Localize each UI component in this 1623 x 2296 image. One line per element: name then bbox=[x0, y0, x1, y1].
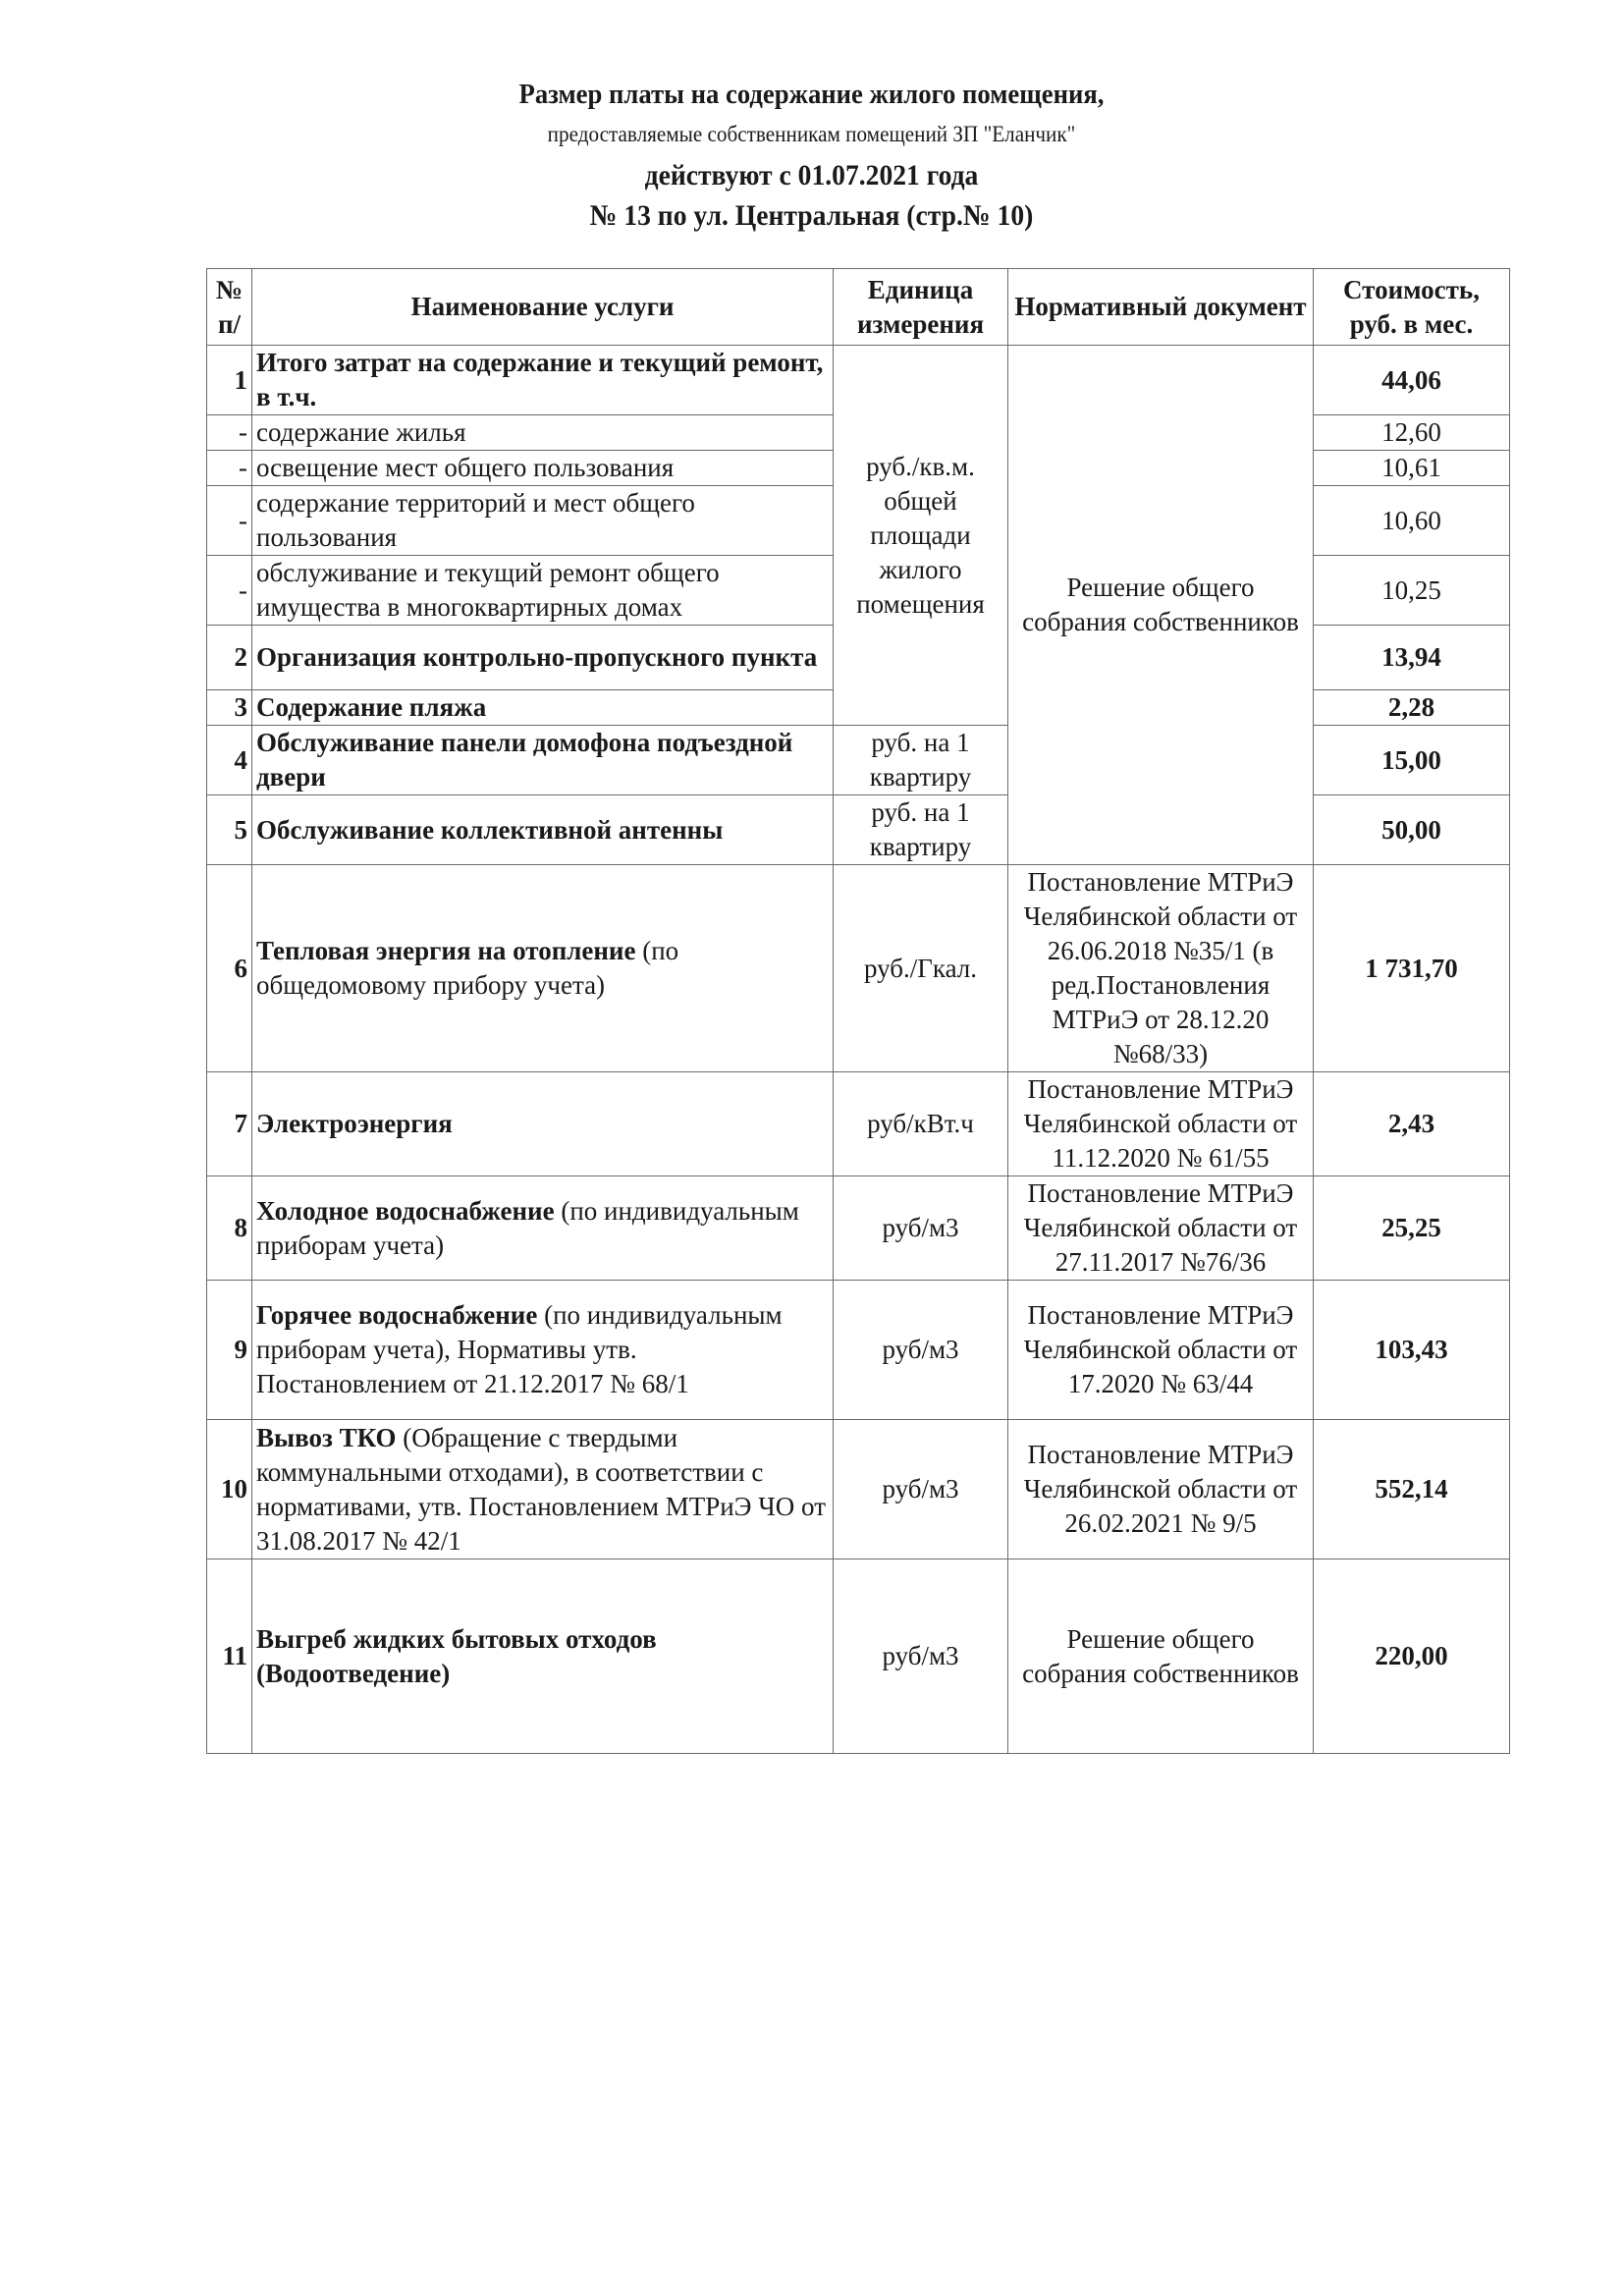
tariff-table bbox=[206, 268, 1510, 1754]
document-title: Размер платы на содержание жилого помещения, bbox=[518, 79, 1105, 110]
cost-cell: 15,00 bbox=[1314, 726, 1510, 795]
unit-cell: руб. на 1 квартиру bbox=[834, 726, 1008, 795]
service-name: Обслуживание панели домофона подъездной двери bbox=[252, 726, 834, 795]
cost-cell: 2,43 bbox=[1314, 1072, 1510, 1176]
unit-cell: руб/м3 bbox=[834, 1176, 1008, 1281]
table-row bbox=[207, 1176, 1510, 1281]
document-cell: Постановление МТРиЭ Челябинской области от 26.06.2018 №35/1 (в ред.Постановления МТРиЭ от 28.12.20 №68/33) bbox=[1008, 865, 1314, 1072]
service-name: Итого затрат на содержание и текущий ремонт, в т.ч. bbox=[252, 346, 834, 415]
building-address: № 13 по ул. Центральная (стр.№ 10) bbox=[589, 199, 1034, 232]
column-header-cost: Стоимость, руб. в мес. bbox=[1314, 269, 1510, 346]
service-name-bold: Вывоз ТКО bbox=[256, 1422, 397, 1452]
service-name: обслуживание и текущий ремонт общего имущества в многоквартирных домах bbox=[252, 556, 834, 626]
table-header-row bbox=[207, 269, 1510, 346]
document-cell: Решение общего собрания собственников bbox=[1008, 346, 1314, 865]
service-name-detail: (по индивидуальным приборам учета), Нормативы утв. Постановлением от 21.12.2017 № 68/1 bbox=[256, 1300, 783, 1398]
unit-cell: руб/м3 bbox=[834, 1559, 1008, 1754]
service-name bbox=[252, 1420, 834, 1559]
column-header-unit: Единица измерения bbox=[834, 269, 1008, 346]
unit-cell: руб/кВт.ч bbox=[834, 1072, 1008, 1176]
document-cell: Постановление МТРиЭ Челябинской области от 27.11.2017 №76/36 bbox=[1008, 1176, 1314, 1281]
row-number: 9 bbox=[207, 1281, 252, 1420]
document-cell: Постановление МТРиЭ Челябинской области от 11.12.2020 № 61/55 bbox=[1008, 1072, 1314, 1176]
document-subtitle: предоставляемые собственникам помещений ЗП "Еланчик" bbox=[547, 122, 1076, 146]
cost-cell: 220,00 bbox=[1314, 1559, 1510, 1754]
document-cell: Постановление МТРиЭ Челябинской области от 26.02.2021 № 9/5 bbox=[1008, 1420, 1314, 1559]
cost-cell: 12,60 bbox=[1314, 415, 1510, 451]
service-name-bold: Тепловая энергия на отопление bbox=[256, 936, 636, 965]
cost-cell: 10,61 bbox=[1314, 451, 1510, 486]
row-number: 4 bbox=[207, 726, 252, 795]
row-number: - bbox=[207, 556, 252, 626]
row-number: 10 bbox=[207, 1420, 252, 1559]
unit-cell: руб./кв.м. общей площади жилого помещения bbox=[834, 346, 1008, 726]
table-row bbox=[207, 795, 1510, 865]
table-row bbox=[207, 1420, 1510, 1559]
cost-cell: 50,00 bbox=[1314, 795, 1510, 865]
table-row bbox=[207, 1281, 1510, 1420]
table-row bbox=[207, 865, 1510, 1072]
service-name bbox=[252, 1559, 834, 1754]
service-name: содержание жилья bbox=[252, 415, 834, 451]
cost-cell: 552,14 bbox=[1314, 1420, 1510, 1559]
service-name-detail: (по общедомовому прибору учета) bbox=[256, 936, 679, 1000]
service-name-bold: Холодное водоснабжение bbox=[256, 1195, 555, 1226]
cost-cell: 2,28 bbox=[1314, 690, 1510, 726]
cost-cell: 25,25 bbox=[1314, 1176, 1510, 1281]
service-name bbox=[252, 1281, 834, 1420]
unit-cell: руб/м3 bbox=[834, 1420, 1008, 1559]
service-name: Обслуживание коллективной антенны bbox=[252, 795, 834, 865]
service-name-bold: Горячее водоснабжение bbox=[256, 1300, 538, 1330]
table-row bbox=[207, 1559, 1510, 1754]
service-name-bold: Выгреб жидких бытовых отходов (Водоотведение) bbox=[256, 1623, 657, 1688]
row-number: - bbox=[207, 415, 252, 451]
service-name bbox=[252, 1072, 834, 1176]
service-name: освещение мест общего пользования bbox=[252, 451, 834, 486]
cost-cell: 10,60 bbox=[1314, 486, 1510, 556]
table-row bbox=[207, 1072, 1510, 1176]
service-name bbox=[252, 865, 834, 1072]
unit-cell: руб. на 1 квартиру bbox=[834, 795, 1008, 865]
service-name-bold: Электроэнергия bbox=[256, 1109, 453, 1138]
unit-cell: руб/м3 bbox=[834, 1281, 1008, 1420]
row-number: 7 bbox=[207, 1072, 252, 1176]
table-row bbox=[207, 726, 1510, 795]
row-number: - bbox=[207, 486, 252, 556]
row-number: 11 bbox=[207, 1559, 252, 1754]
cost-cell: 13,94 bbox=[1314, 626, 1510, 690]
document-cell: Постановление МТРиЭ Челябинской области от 17.2020 № 63/44 bbox=[1008, 1281, 1314, 1420]
cost-cell: 10,25 bbox=[1314, 556, 1510, 626]
row-number: - bbox=[207, 451, 252, 486]
row-number: 3 bbox=[207, 690, 252, 726]
column-header-service: Наименование услуги bbox=[252, 269, 834, 346]
column-header-document: Нормативный документ bbox=[1008, 269, 1314, 346]
service-name bbox=[252, 1176, 834, 1281]
unit-cell: руб./Гкал. bbox=[834, 865, 1008, 1072]
row-number: 2 bbox=[207, 626, 252, 690]
row-number: 1 bbox=[207, 346, 252, 415]
service-name-detail: (Обращение с твердыми коммунальными отходами), в соответствии с нормативами, утв. Постановлением МТРиЭ ЧО от 31.08.2017 № 42/1 bbox=[256, 1422, 826, 1556]
service-name-detail: (по индивидуальным приборам учета) bbox=[256, 1195, 799, 1260]
document-cell: Решение общего собрания собственников bbox=[1008, 1559, 1314, 1754]
column-header-num: № п/ bbox=[207, 269, 252, 346]
service-name: Организация контрольно-пропускного пункта bbox=[252, 626, 834, 690]
cost-cell: 44,06 bbox=[1314, 346, 1510, 415]
effective-date: действуют с 01.07.2021 года bbox=[644, 159, 979, 191]
service-name: содержание территорий и мест общего пользования bbox=[252, 486, 834, 556]
row-number: 8 bbox=[207, 1176, 252, 1281]
table-row bbox=[207, 346, 1510, 415]
service-name: Содержание пляжа bbox=[252, 690, 834, 726]
cost-cell: 103,43 bbox=[1314, 1281, 1510, 1420]
cost-cell: 1 731,70 bbox=[1314, 865, 1510, 1072]
row-number: 5 bbox=[207, 795, 252, 865]
row-number: 6 bbox=[207, 865, 252, 1072]
